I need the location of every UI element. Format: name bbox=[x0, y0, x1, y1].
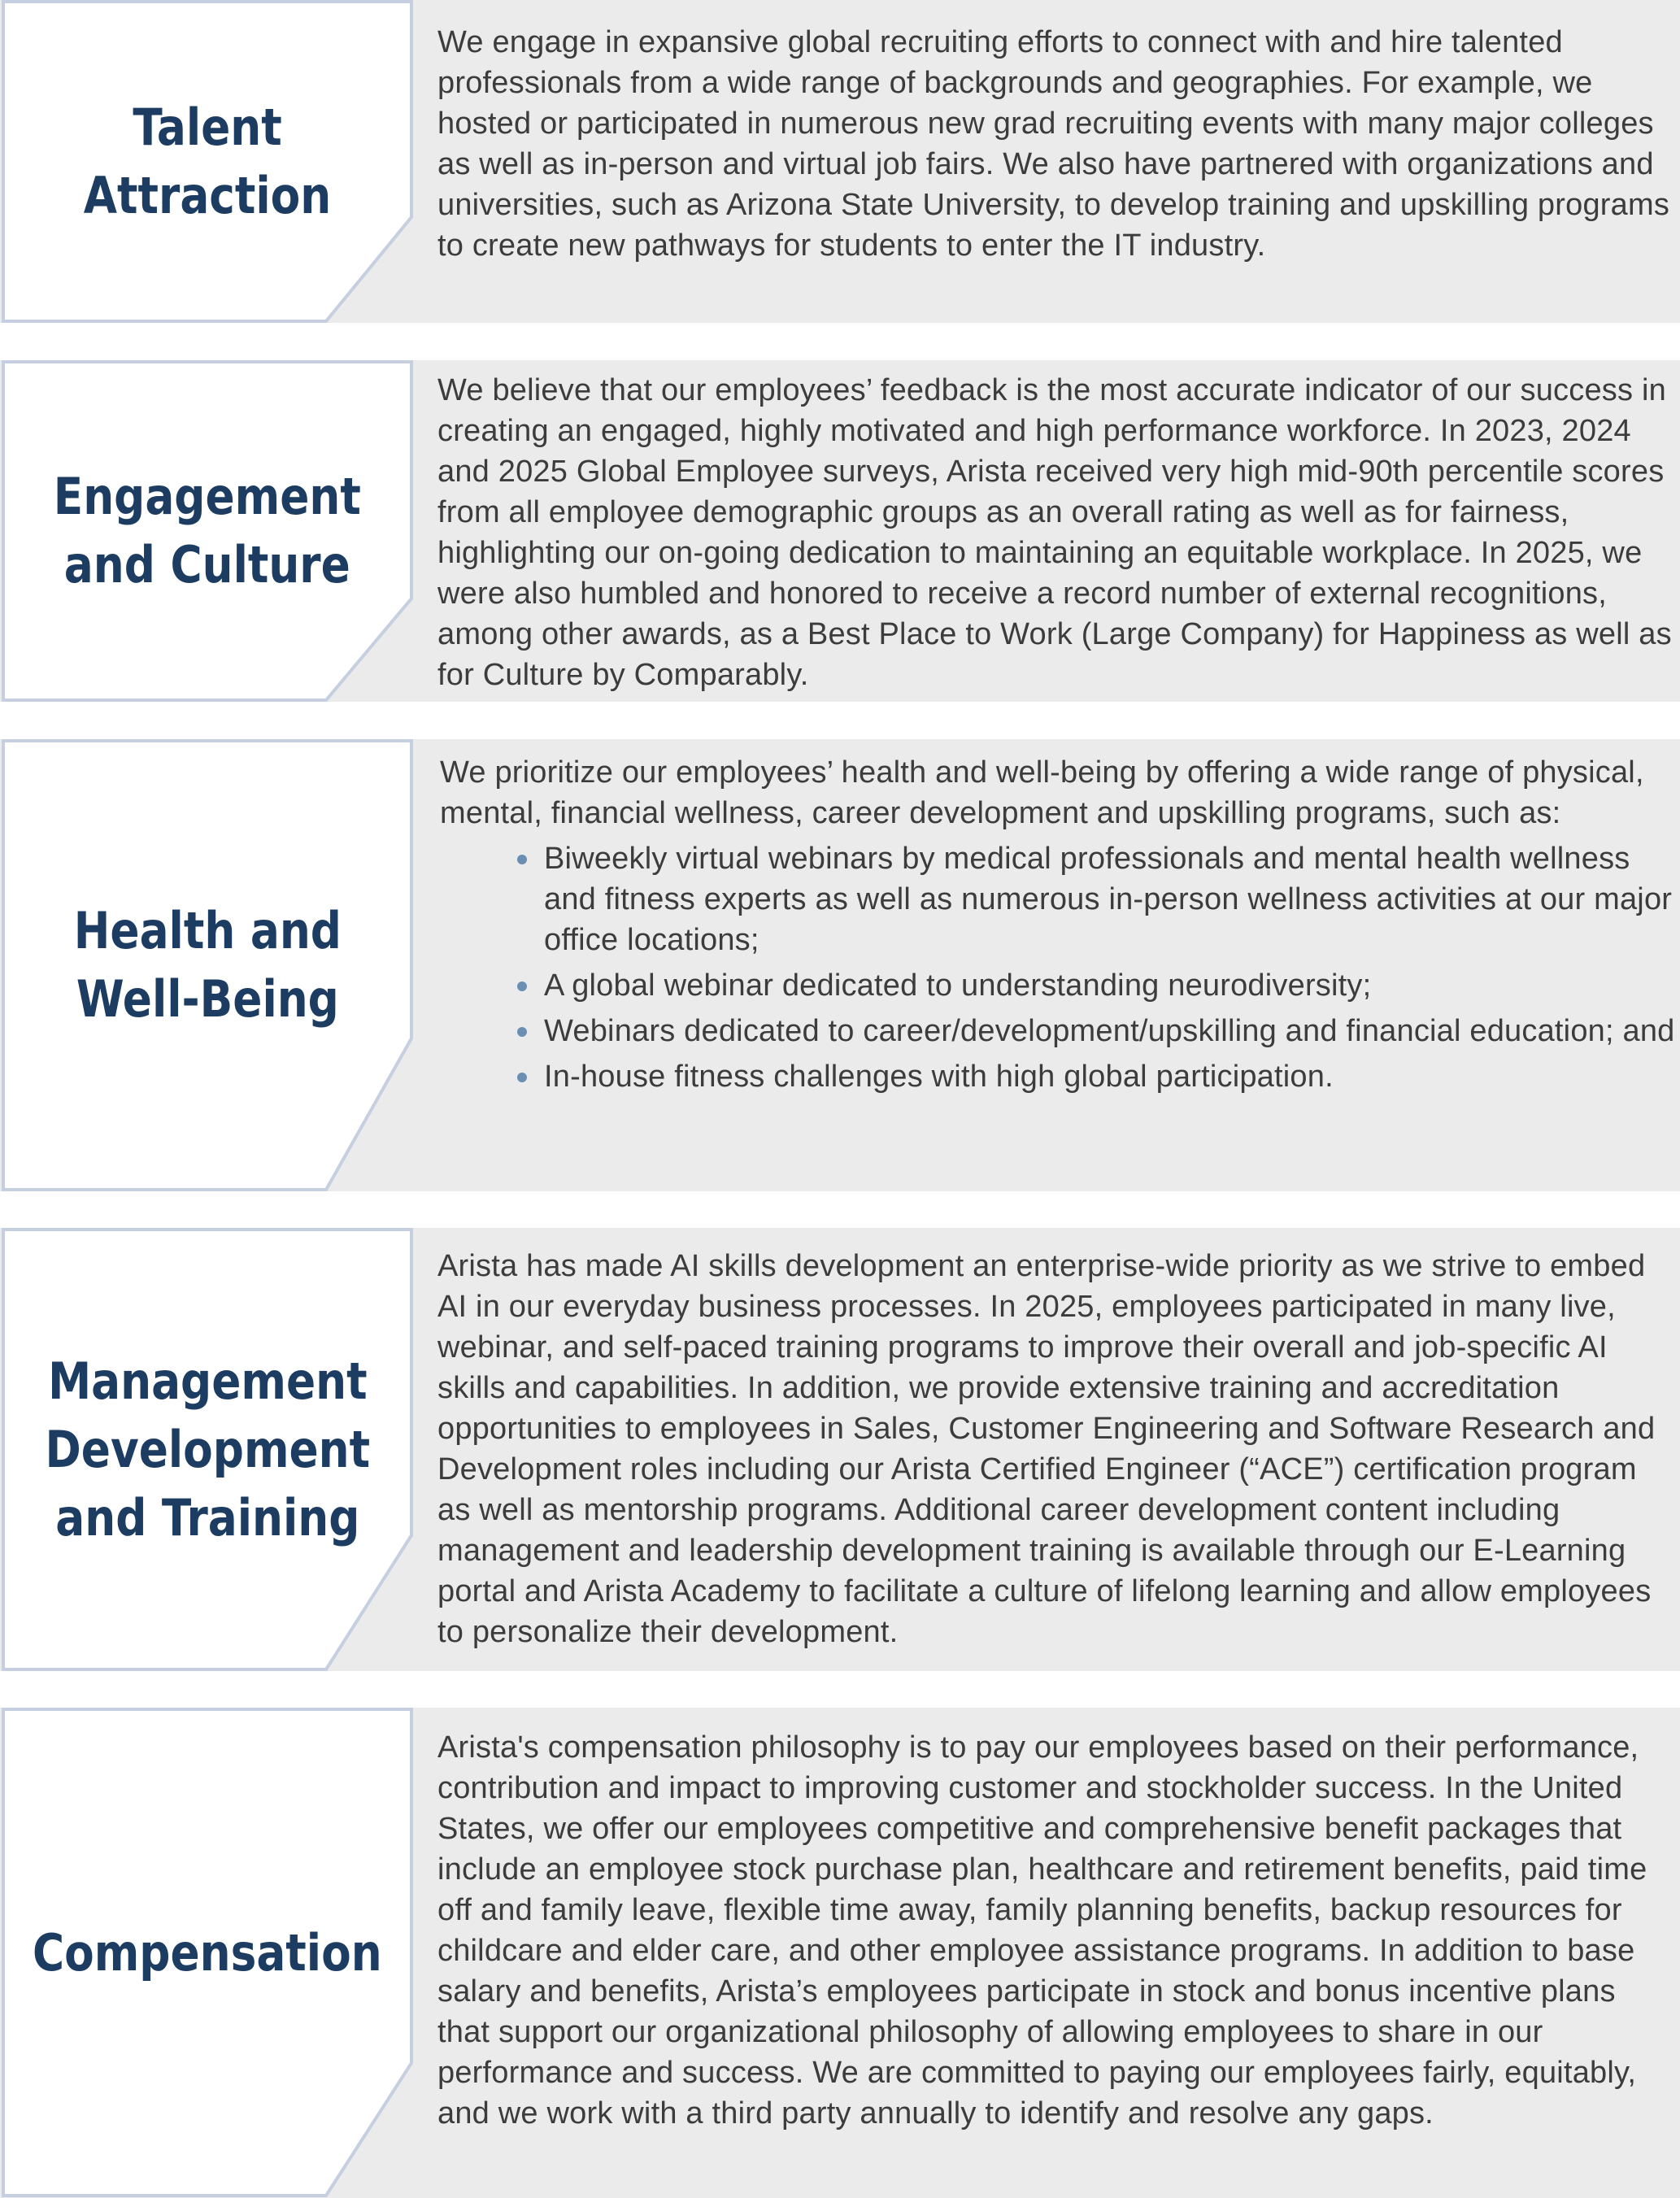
section-paragraph: Arista's compensation philosophy is to pay our employees based on their performance, contribution and impact to improving customer and stockholder success. In the United States, we offer our employees competitive and comprehensive benefit packages that include an employee stock purchase plan, healthcare and retirement benefits, paid time off and family leave, flexible time away, family planning benefits, backup resources for childcare and elder care, and other employee assistance programs. In addition to base salary and benefits, Arista’s employees participate in stock and bonus incentive plans that support our organizational philosophy of allowing employees to share in our performance and success. We are committed to paying our employees fairly, equitably, and we work with a third party annually to identify and resolve any gaps. bbox=[437, 1730, 1647, 2131]
section-paragraph: We prioritize our employees’ health and well-being by offering a wide range of physical, mental, financial wellness, career development and upskilling programs, such as: bbox=[440, 755, 1644, 830]
bullet-dot-icon bbox=[517, 855, 527, 864]
heading-cell bbox=[0, 0, 415, 323]
list-item-text: Biweekly virtual webinars by medical professionals and mental health wellness and fitness experts as well as numerous in-person wellness activities at our major office locations; bbox=[544, 842, 1673, 957]
section-body bbox=[437, 1727, 1675, 2134]
list-item bbox=[440, 1011, 1675, 1051]
bullet-dot-icon bbox=[517, 1027, 527, 1037]
section-compensation bbox=[0, 1708, 1680, 2198]
list-item-text: In-house fitness challenges with high global participation. bbox=[544, 1060, 1334, 1094]
section-paragraph: We engage in expansive global recruiting efforts to connect with and hire talented professionals from a wide range of backgrounds and geographies. For example, we hosted or participated in numerous new grad recruiting events with many major colleges as well as in-person and virtual job fairs. We also have partnered with organizations and universities, such as Arizona State University, to develop training and upskilling programs to create new pathways for students to enter the IT industry. bbox=[437, 25, 1670, 263]
section-heading: Compensation bbox=[33, 1922, 382, 1983]
bullet-dot-icon bbox=[517, 981, 527, 991]
section-engagement-culture bbox=[0, 360, 1680, 702]
heading-cell bbox=[0, 1228, 415, 1671]
section-body bbox=[437, 370, 1675, 695]
section-paragraph: We believe that our employees’ feedback is the most accurate indicator of our success in creating an engaged, highly motivated and high performance workforce. In 2023, 2024 and 2025 Global Employee surveys, Arista received very high mid-90th percentile scores from all employee demographic groups as an overall rating as well as for fairness, highlighting our on-going dedication to maintaining an equitable workplace. In 2025, we were also humbled and honored to receive a record number of external recognitions, among other awards, as a Best Place to Work (Large Company) for Happiness as well as for Culture by Comparably. bbox=[437, 373, 1672, 692]
section-body bbox=[437, 22, 1675, 266]
heading-cell bbox=[0, 739, 415, 1191]
section-talent-attraction bbox=[0, 0, 1680, 323]
section-management-development-training bbox=[0, 1228, 1680, 1671]
section-body bbox=[437, 1246, 1675, 1652]
section-heading: Talent Attraction bbox=[83, 97, 332, 225]
heading-cell bbox=[0, 360, 415, 702]
section-body bbox=[440, 752, 1675, 1097]
list-item bbox=[440, 965, 1675, 1006]
bullet-list bbox=[440, 838, 1675, 1097]
section-heading: Engagement and Culture bbox=[53, 467, 362, 594]
section-health-wellbeing bbox=[0, 739, 1680, 1191]
list-item-text: A global webinar dedicated to understanding neurodiversity; bbox=[544, 968, 1372, 1003]
section-heading: Management Development and Training bbox=[45, 1351, 370, 1547]
list-item bbox=[440, 838, 1675, 960]
list-item-text: Webinars dedicated to career/development/upskilling and financial education; and bbox=[544, 1014, 1675, 1048]
heading-cell bbox=[0, 1708, 415, 2198]
bullet-dot-icon bbox=[517, 1073, 527, 1082]
section-heading: Health and Well-Being bbox=[73, 901, 342, 1029]
list-item bbox=[440, 1056, 1675, 1097]
section-paragraph: Arista has made AI skills development an enterprise-wide priority as we strive to embed AI in our everyday business processes. In 2025, employees participated in many live, webinar, and self-paced training programs to improve their overall and job-specific AI skills and capabilities. In addition, we provide extensive training and accreditation opportunities to employees in Sales, Customer Engineering and Software Research and Development roles including our Arista Certified Engineer (“ACE”) certification program as well as mentorship programs. Additional career development content including management and leadership development training is available through our E-Learning portal and Arista Academy to facilitate a culture of lifelong learning and allow employees to personalize their development. bbox=[437, 1249, 1656, 1649]
